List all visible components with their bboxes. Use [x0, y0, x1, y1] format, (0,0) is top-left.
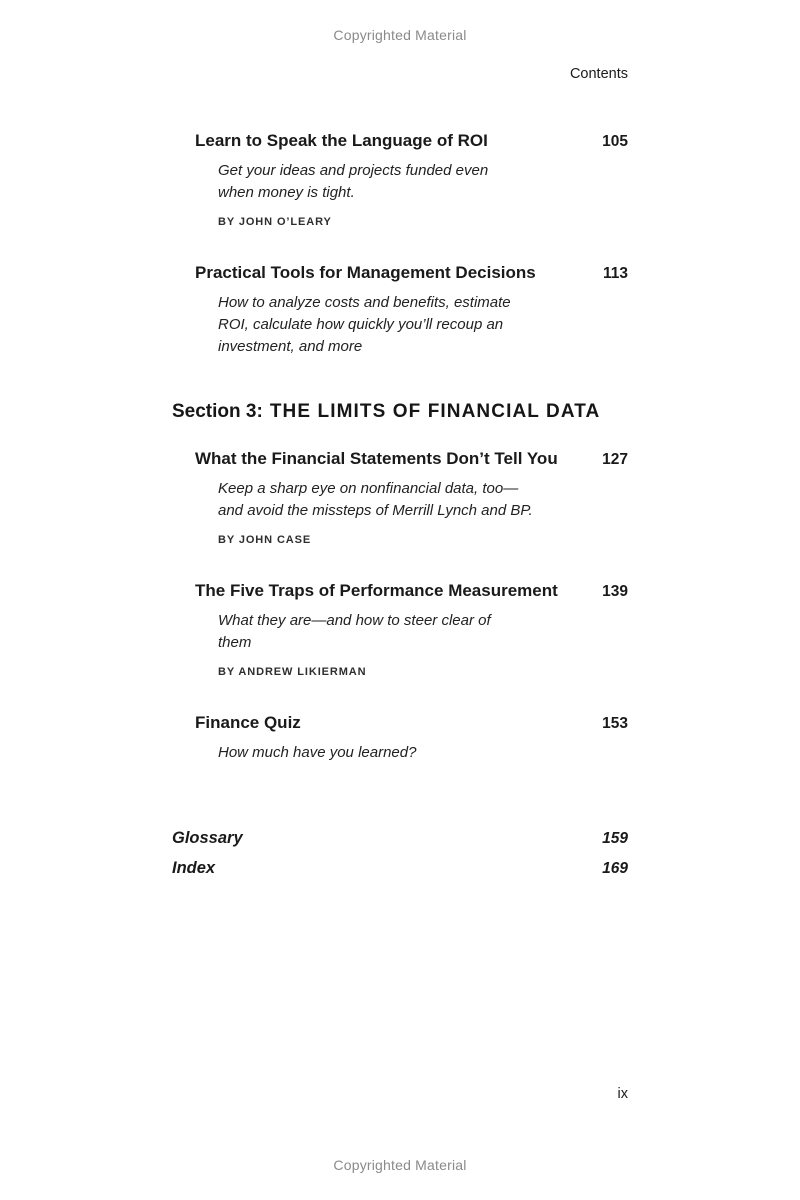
back-matter-row	[172, 828, 628, 849]
entry-head	[172, 580, 628, 602]
back-matter-row	[172, 858, 628, 879]
entry-page-number: 153	[602, 715, 628, 732]
entry-title: What the Financial Statements Don’t Tell You	[195, 449, 558, 468]
entry-head	[172, 448, 628, 470]
entry-title: Finance Quiz	[195, 713, 301, 732]
back-matter	[172, 828, 628, 879]
entry-byline: BY ANDREW LIKIERMAN	[218, 666, 367, 678]
toc-entry	[172, 712, 628, 764]
copyright-notice-bottom: Copyrighted Material	[333, 1157, 467, 1173]
entry-byline: BY JOHN O’LEARY	[218, 216, 332, 228]
toc-entry	[172, 580, 628, 678]
section-heading	[172, 400, 628, 424]
toc-entry	[172, 130, 628, 228]
entry-description: Keep a sharp eye on nonfinancial data, too—and avoid the missteps of Merrill Lynch and BP.	[218, 480, 533, 519]
running-header: Contents	[569, 66, 628, 82]
entry-page-number: 113	[602, 265, 628, 282]
entry-head	[172, 130, 628, 152]
entry-description: How to analyze costs and benefits, estimate ROI, calculate how quickly you’ll recoup an investment, and more	[218, 294, 511, 355]
section-heading-title: THE LIMITS OF FINANCIAL DATA	[269, 401, 601, 422]
entry-description: How much have you learned?	[218, 744, 417, 761]
entry-title: The Five Traps of Performance Measurement	[195, 581, 558, 600]
entry-page-number: 139	[602, 583, 628, 600]
entry-page-number: 127	[602, 451, 628, 468]
section-heading-prefix: Section 3:	[172, 401, 263, 422]
entry-page-number: 105	[602, 133, 628, 150]
entry-head	[172, 712, 628, 734]
entry-title: Practical Tools for Management Decisions	[195, 263, 536, 282]
toc-entry	[172, 262, 628, 358]
back-matter-page-number: 159	[602, 830, 628, 847]
entry-description: What they are—and how to steer clear of them	[218, 612, 491, 651]
page-folio: ix	[617, 1086, 628, 1102]
toc-entry	[172, 448, 628, 546]
entry-byline: BY JOHN CASE	[218, 534, 312, 546]
back-matter-title: Index	[172, 859, 216, 877]
copyright-notice-top: Copyrighted Material	[333, 27, 467, 43]
back-matter-page-number: 169	[602, 860, 628, 877]
table-of-contents	[172, 130, 628, 888]
entry-head	[172, 262, 628, 284]
entry-title: Learn to Speak the Language of ROI	[195, 131, 488, 150]
back-matter-title: Glossary	[172, 829, 243, 847]
entry-description: Get your ideas and projects funded even when money is tight.	[218, 162, 489, 201]
